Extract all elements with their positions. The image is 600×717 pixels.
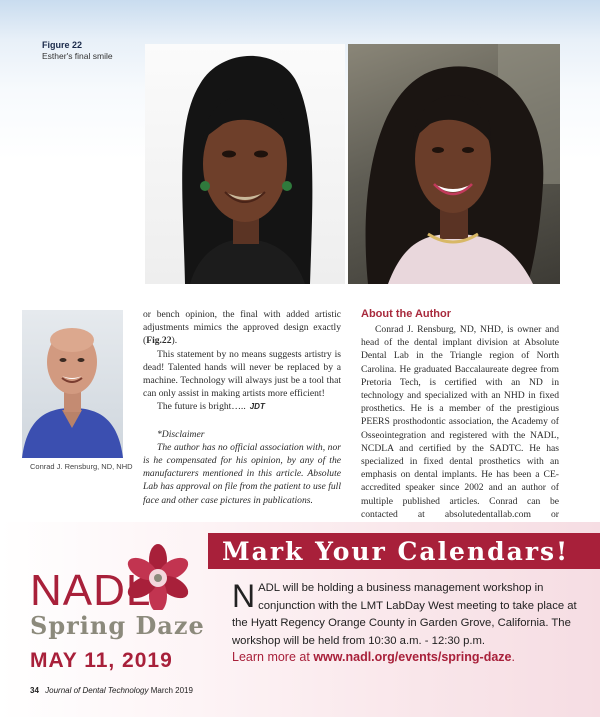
event-date: MAY 11, 2019 <box>30 649 173 672</box>
after-photo <box>348 44 560 284</box>
article-column <box>143 308 341 507</box>
author-photo-caption: Conrad J. Rensburg, ND, NHD <box>30 462 133 471</box>
banner-message: NADL will be holding a business management workshop in conjunction with the LMT LabDay West meeting to take place at the Hyatt Regency Orange County in Garden Grove, California. The workshop will be held from 10:30 a.m. - 12:30 p.m. <box>232 578 577 647</box>
figure-caption: Esther's final smile <box>42 51 113 61</box>
issue-date: March 2019 <box>150 686 193 695</box>
nadl-logo-text: NADL <box>30 566 152 615</box>
paragraph-2: This statement by no means suggests artistry is dead! Talented hands will never be replaced by a machine. Technology will always just be a tool that can only assist in making artists more efficient! <box>143 348 341 400</box>
paragraph-3: The future is bright….. JDT <box>157 401 265 413</box>
disclaimer-text: The author has no official association with, nor is he compensated for his opinion, by any of the manufacturers mentioned in this article. Absolute Lab has approval on file from the patient to use full face and other case pictures in publications. <box>143 441 341 506</box>
message-drop-cap: N <box>232 578 256 614</box>
journal-name: Journal of Dental Technology <box>45 686 149 695</box>
learn-more-line: Learn more at www.nadl.org/events/spring-daze. <box>232 650 515 664</box>
figure-label: Figure 22 <box>42 40 83 50</box>
page-number: 34 <box>30 686 39 695</box>
jdt-end-mark: JDT <box>249 402 265 412</box>
author-photo <box>22 310 123 458</box>
event-link[interactable]: www.nadl.org/events/spring-daze <box>313 650 512 664</box>
about-author-heading: About the Author <box>361 308 452 320</box>
before-photo <box>145 44 345 284</box>
paragraph-1: or bench opinion, the final with added artistic adjustments mimics the approved design exactly (Fig.22). <box>143 309 341 347</box>
about-author-text: Conrad J. Rensburg, ND, NHD, is owner and head of the dental implant division at Absolute Dental Lab in the Triangle region of North Carolina. He graduated Baccalaureate degree from Pretoria Tech, is certified with an ND in technology and specialized with an NHD in fixed prosthetics. He is a member of the prestigious PEERS prosthodontic association, the Academy of Osseointegration and registered with the NADL, NCDLA and certified by the SADTC. He has specialized in fixed dental prosthetics with an emphasis on dental implants. He has been a CE-accredited speaker since 2002 and an author of multiple published articles. Conrad can be contacted at absolutedentallab.com or <box>361 324 559 520</box>
banner-headline: Mark Your Calendars! <box>222 537 570 566</box>
disclaimer-label: *Disclaimer <box>157 428 205 440</box>
spring-daze-title: Spring Daze <box>30 611 205 640</box>
page-footer <box>30 686 193 695</box>
figure-reference: Fig.22 <box>146 335 172 347</box>
